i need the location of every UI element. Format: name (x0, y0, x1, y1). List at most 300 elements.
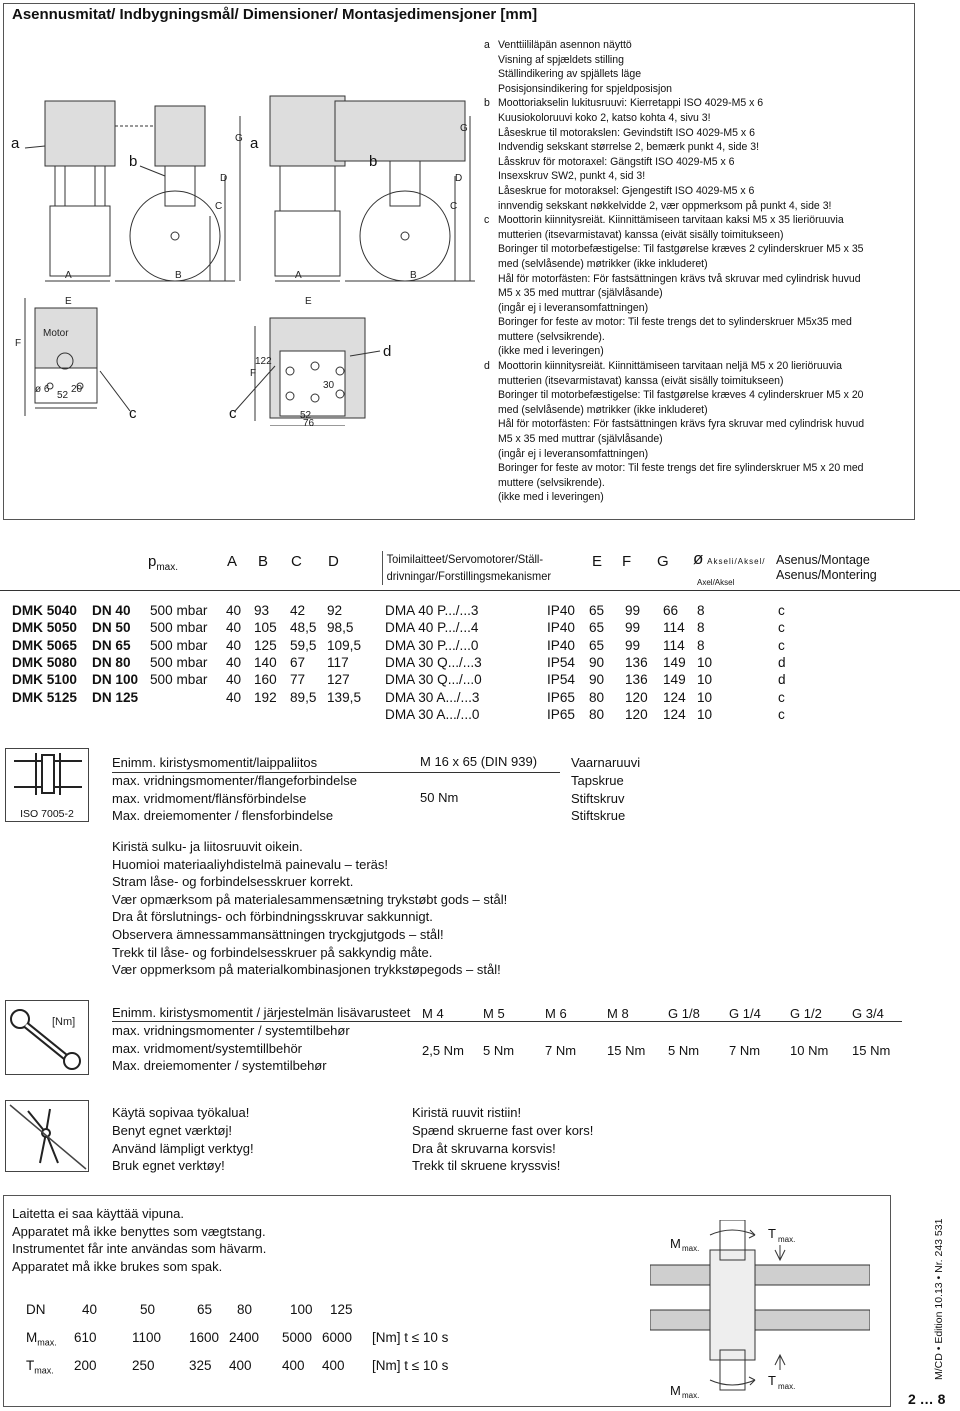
G-cell: 136 (625, 654, 648, 670)
C-cell: 59,5 (290, 637, 317, 653)
flange-name: Tapskrue (571, 772, 624, 788)
H-cell: 124 (663, 706, 686, 722)
dim-F-left: F (15, 338, 22, 349)
D-cell: 117 (327, 654, 349, 670)
thread-torque: 2,5 Nm (422, 1043, 464, 1058)
dimension-drawings (5, 26, 485, 426)
description-text: Låseskrue for motoraksel: Gjengestift ISO 4029-M5 x 6 (498, 184, 755, 197)
header-mounting: Asenus/Montage Asenus/Montering (776, 553, 877, 582)
description-text: (ikke med i leveringen) (498, 491, 604, 504)
H-cell: 114 (663, 620, 685, 636)
description-text: muttere (selvsikrende). (498, 476, 605, 489)
tools-right (412, 1104, 593, 1175)
description-line (498, 242, 881, 257)
header-E: E (592, 553, 603, 570)
model-cell: DMK 5080 (12, 654, 77, 670)
lever-t-value: 400 (229, 1358, 252, 1373)
mount-cell: d (778, 672, 786, 688)
A-cell: 40 (226, 689, 242, 705)
description-line (498, 301, 881, 316)
description-text: Boringer til motorbefæstigelse: Til fastgørelse kræves 4 cylinderskruer M5 x 20 (498, 389, 864, 402)
description-text: M5 x 35 med muttrar (självlåsande) (498, 433, 663, 446)
thread-size: G 1/8 (668, 1006, 700, 1021)
description-line (498, 272, 881, 287)
system-line: max. vridningsmomenter / systemtilbehør (112, 1022, 350, 1038)
header-A: A (227, 553, 238, 570)
model-cell: DMK 5040 (12, 603, 77, 618)
flange-instruction: Trekk til låse- og forbindelsesskruer på sakkyndig måte. (112, 944, 433, 960)
flange-name: Stiftskrue (571, 808, 626, 824)
wrench-icon (6, 1001, 90, 1076)
dim-D-right: D (455, 173, 463, 184)
lever-m-value: 1100 (132, 1330, 162, 1345)
C-cell: 67 (290, 654, 306, 670)
description-text: Ställindikering av spjällets läge (498, 68, 642, 81)
dim-20: 20 (71, 384, 83, 395)
lever-dn-value: 100 (290, 1302, 313, 1317)
callout-b-right: b (369, 153, 378, 170)
lever-m-label: $M_{max.}$ (26, 1330, 57, 1348)
description-line (498, 184, 881, 199)
thread-size: M 5 (483, 1006, 505, 1021)
actuator-cell: DMA 30 Q.../...3 (385, 654, 482, 670)
lever-t-value: 400 (322, 1358, 345, 1373)
actuator-cell: DMA 40 P.../...3 (385, 603, 479, 618)
description-text: (ingår ej i leveransomfattningen) (498, 301, 649, 314)
flange-icon (6, 749, 90, 803)
page-title: Asennusmitat/ Indbygningsmål/ Dimensioner/ Montasjedimensjoner [mm] (12, 6, 538, 23)
lever-lines (12, 1205, 266, 1275)
E-cell: IP65 (547, 706, 575, 722)
lever-figure (650, 1220, 870, 1405)
dim-A-right: A (295, 270, 302, 281)
header-p: $p_{max.}$ (148, 553, 179, 573)
G-cell: 136 (625, 672, 648, 688)
H-cell: 114 (663, 637, 685, 653)
F-cell: 90 (589, 672, 605, 688)
C-cell: 89,5 (290, 689, 317, 705)
flange-names (571, 754, 640, 825)
description-line (498, 155, 881, 170)
A-cell: 40 (226, 603, 242, 618)
description-mark: b (484, 97, 490, 110)
thread-torque: 10 Nm (790, 1043, 829, 1058)
dn-cell: DN 50 (92, 620, 131, 636)
B-cell: 192 (254, 689, 277, 705)
mount-cell: c (778, 689, 785, 705)
description-text: mutterien (itsevarmistavat) kanssa (eivät sisälly toimitukseen) (498, 228, 784, 241)
fig-M-top-sub: max. (682, 1244, 700, 1253)
callout-a-left: a (11, 135, 20, 152)
dim-B-right: B (410, 270, 417, 281)
pmax-cell: 500 mbar (150, 603, 208, 618)
description-line (498, 461, 881, 476)
flange-line: max. vridmoment/flänsförbindelse (112, 790, 307, 806)
H-cell: 124 (663, 689, 686, 705)
E-cell: IP40 (547, 637, 575, 653)
F-cell: 65 (589, 620, 605, 636)
description-text: Venttiililäpän asennon näyttö (498, 39, 632, 51)
fig-M-bottom: M (670, 1383, 681, 1398)
lever-m-value: 6000 (322, 1330, 353, 1345)
tool-left-line: Bruk egnet verktøy! (112, 1158, 225, 1174)
description-text: Boringer for feste av motor: Til feste trengs det to sylinderskruer M5x35 med (498, 316, 852, 329)
pmax-cell: 500 mbar (150, 620, 208, 636)
lever-dn-value: 65 (197, 1302, 213, 1317)
description-text: Låseskrue til motorakslen: Gevindstift ISO 4029-M5 x 6 (498, 126, 755, 139)
lever-line: Apparatet må ikke brukes som spak. (12, 1258, 223, 1274)
pmax-cell: 500 mbar (150, 654, 208, 670)
description-text: Moottorin kiinnitysreiät. Kiinnittämiseen tarvitaan kaksi M5 x 35 lieriöruuvia (498, 214, 844, 227)
dn-cell: DN 40 (92, 603, 131, 618)
actuator-cell: DMA 30 A.../...3 (385, 689, 480, 705)
iso-label: ISO 7005-2 (20, 808, 74, 820)
F-cell: 65 (589, 637, 605, 653)
dim-30: 30 (323, 380, 335, 391)
page-number: 2 … 8 (908, 1391, 946, 1407)
wrench-box (5, 1000, 89, 1075)
pmax-cell: 500 mbar (150, 672, 208, 688)
description-line (498, 169, 881, 184)
dim-76: 76 (303, 418, 315, 426)
lever-t-value: 250 (132, 1358, 155, 1373)
description-text: Låsskruv för motoraxel: Gängstift ISO 4029-M5 x 6 (498, 155, 735, 168)
pliers-icon (6, 1101, 90, 1173)
description-text: innvendig sekskant nøkkelvidde 2, vær oppmerksom på punkt 4, side 3! (498, 199, 832, 212)
thread-torque: 5 Nm (668, 1043, 700, 1058)
description-text: muttere (selvsikrende). (498, 330, 605, 343)
description-line (498, 82, 881, 97)
header-actuators: Toimilaitteet/Servomotorer/Ställ- drivningar/Forstillingsmekanismer (382, 551, 551, 585)
description-line (498, 403, 881, 418)
header-G: G (657, 553, 669, 570)
thread-size: G 1/2 (790, 1006, 822, 1021)
A-cell: 40 (226, 654, 242, 670)
dim-A-left: A (65, 270, 72, 281)
lever-line: Instrumentet får inte användas som hävarm. (12, 1241, 267, 1257)
dim-D-left: D (220, 173, 228, 184)
fig-T-bottom: T (768, 1373, 776, 1388)
lever-t-label: $T_{max.}$ (26, 1358, 54, 1376)
dim-G-right: G (460, 123, 468, 134)
flange-lines (112, 754, 357, 825)
G-cell: 120 (625, 689, 648, 705)
dim-B-left: B (175, 270, 182, 281)
dim-C-right: C (450, 201, 458, 212)
shaft-cell: 10 (697, 689, 713, 705)
lever-dn-value: 80 (237, 1302, 253, 1317)
header-shaft-sub2: Axel/Aksel (697, 578, 735, 587)
model-cell: DMK 5065 (12, 637, 77, 653)
description-mark: a (484, 39, 490, 51)
callout-c-left: c (129, 405, 137, 422)
tools-left (112, 1104, 254, 1175)
system-line: Enimm. kiristysmomentit / järjestelmän lisävarusteet (112, 1005, 411, 1020)
flange-underline (112, 772, 560, 773)
shaft-cell: 8 (697, 620, 705, 636)
actuator-cell: DMA 30 Q.../...0 (385, 672, 482, 688)
description-line (498, 228, 881, 243)
mount-cell: c (778, 637, 785, 653)
C-cell: 48,5 (290, 620, 317, 636)
description-line (498, 490, 881, 505)
thread-size: M 4 (422, 1006, 444, 1021)
edition-text: M/CD • Edition 10.13 • Nr. 243 531 (933, 1218, 945, 1380)
C-cell: 42 (290, 603, 306, 618)
model-cell: DMK 5050 (12, 620, 77, 636)
tool-right-line: Dra åt skruvarna korsvis! (412, 1140, 556, 1156)
lever-m-value: 2400 (229, 1330, 260, 1345)
description-line (498, 140, 881, 155)
header-shaft: ø Akseli/Aksel/ (693, 549, 766, 568)
E-cell: IP65 (547, 689, 575, 705)
description-text: Posisjonsindikering for spjeldposisjon (498, 82, 673, 95)
flange-screw: M 16 x 65 (DIN 939) (420, 754, 538, 769)
G-cell: 99 (625, 637, 641, 653)
F-cell: 80 (589, 706, 605, 722)
G-cell: 120 (625, 706, 648, 722)
thread-torque: 7 Nm (545, 1043, 577, 1058)
shaft-cell: 10 (697, 706, 713, 722)
H-cell: 66 (663, 603, 679, 618)
header-F: F (622, 553, 632, 570)
flange-instruction: Vær opmærksom på materialesammensætning trykstøbt gods – stål! (112, 891, 508, 907)
callout-c-right: c (229, 405, 237, 422)
description-text: (ingår ej i leveransomfattningen) (498, 447, 649, 460)
mount-cell: d (778, 654, 786, 670)
mount-cell: c (778, 620, 785, 636)
H-cell: 149 (663, 672, 686, 688)
thread-torque: 5 Nm (483, 1043, 515, 1058)
flange-instruction: Dra åt förslutnings- och förbindningsskruvar sakkunnigt. (112, 909, 433, 925)
D-cell: 92 (327, 603, 343, 618)
H-cell: 149 (663, 654, 686, 670)
B-cell: 140 (254, 654, 277, 670)
lever-m-value: 610 (74, 1330, 97, 1345)
description-mark: c (484, 214, 490, 227)
dn-cell: DN 80 (92, 654, 131, 670)
dn-cell: DN 65 (92, 637, 131, 653)
dim-E-right: E (305, 296, 312, 307)
flange-line: Enimm. kiristysmomentit/laippaliitos (112, 755, 318, 770)
description-text: Kuusiokoloruuvi koko 2, katso kohta 4, sivu 3! (498, 111, 711, 124)
fig-T-bottom-sub: max. (778, 1382, 796, 1391)
shaft-cell: 8 (697, 603, 705, 618)
flange-torque: 50 Nm (420, 790, 459, 805)
dn-cell: DN 125 (92, 689, 139, 705)
description-text: Boringer til motorbefæstigelse: Til fastgørelse kræves 2 cylinderskruer M5 x 35 (498, 243, 864, 256)
description-text: Insexskruv SW2, punkt 4, sid 3! (498, 170, 646, 183)
description-text: M5 x 35 med muttrar (självlåsande) (498, 287, 663, 300)
callout-a-right: a (250, 135, 259, 152)
lever-m-value: 5000 (282, 1330, 313, 1345)
thread-torque: 15 Nm (607, 1043, 646, 1058)
actuator-cell: DMA 40 P.../...4 (385, 620, 479, 636)
lever-line: Apparatet må ikke benyttes som vægtstang. (12, 1223, 266, 1239)
fig-M-top: M (670, 1236, 681, 1251)
description-line (484, 38, 881, 53)
B-cell: 160 (254, 672, 277, 688)
A-cell: 40 (226, 637, 242, 653)
lever-t-value: 200 (74, 1358, 97, 1373)
description-text: Hål för motorfästen: För fastsättningen krävs fyra skruvar med cylindrisk huvud (498, 418, 865, 431)
G-cell: 99 (625, 620, 641, 636)
nm-label: [Nm] (52, 1016, 76, 1028)
system-rule (112, 1021, 902, 1022)
model-cell: DMK 5125 (12, 689, 77, 705)
lever-t-unit: [Nm] t ≤ 10 s (372, 1358, 449, 1373)
tool-left-line: Käytä sopivaa työkalua! (112, 1105, 250, 1120)
tool-left-line: Benyt egnet værktøj! (112, 1122, 232, 1138)
description-line (498, 344, 881, 359)
dim-dia6: ø 6 (35, 384, 50, 395)
description-line (498, 447, 881, 462)
flange-line: Max. dreiemomenter / flensforbindelse (112, 808, 334, 824)
description-line (498, 417, 881, 432)
dn-cell: DN 100 (92, 672, 139, 688)
E-cell: IP54 (547, 654, 575, 670)
description-mark: d (484, 360, 490, 373)
tool-box (5, 1100, 89, 1172)
lever-t-value: 325 (189, 1358, 212, 1373)
description-line (484, 359, 881, 374)
B-cell: 125 (254, 637, 277, 653)
F-cell: 80 (589, 689, 605, 705)
G-cell: 99 (625, 603, 641, 618)
flange-name: Stiftskruv (571, 790, 625, 806)
lever-line: Laitetta ei saa käyttää vipuna. (12, 1206, 185, 1221)
description-text: Moottorin kiinnitysreiät. Kiinnittämiseen tarvitaan neljä M5 x 20 lieriöruuvia (498, 360, 842, 373)
dimension-table (0, 545, 960, 725)
tool-right-line: Trekk til skruene kryssvis! (412, 1158, 561, 1174)
description-text: Visning af spjældets stilling (498, 53, 624, 66)
tool-right-line: Kiristä ruuvit ristiin! (412, 1105, 522, 1120)
dim-C-left: C (215, 201, 223, 212)
lever-t-value: 400 (282, 1358, 305, 1373)
header-C: C (291, 553, 302, 570)
fig-M-bottom-sub: max. (682, 1391, 700, 1400)
tool-right-line: Spænd skruerne fast over kors! (412, 1122, 594, 1138)
description-text: Moottoriakselin lukitusruuvi: Kierretappi ISO 4029-M5 x 6 (498, 97, 764, 110)
shaft-cell: 8 (697, 637, 705, 653)
system-line: Max. dreiemomenter / systemtilbehør (112, 1058, 327, 1074)
E-cell: IP54 (547, 672, 575, 688)
flange-name: Vaarnaruuvi (571, 755, 641, 770)
description-text: mutterien (itsevarmistavat) kanssa (eivät sisälly toimitukseen) (498, 374, 784, 387)
thread-size: G 1/4 (729, 1006, 761, 1021)
system-lines (112, 1004, 410, 1075)
flange-instruction: Vær oppmerksom på materialkombinasjonen trykkstøpegods – stål! (112, 962, 501, 978)
mount-cell: c (778, 706, 785, 722)
flange-instruction: Huomioi materiaaliyhdistelmä painevalu – teräs! (112, 856, 389, 872)
iso-box (5, 748, 89, 822)
description-line (498, 315, 881, 330)
description-line (498, 476, 881, 491)
description-line (484, 96, 881, 111)
thread-torque: 15 Nm (852, 1043, 891, 1058)
description-line (498, 286, 881, 301)
system-line: max. vridmoment/systemtillbehör (112, 1040, 302, 1056)
description-text: Hål för motorfästen: För fastsättningen krävs två skruvar med cylindrisk huvud (498, 272, 861, 285)
flange-line: max. vridningsmomenter/flangeforbindelse (112, 772, 357, 788)
dim-52-right: 52 (300, 410, 312, 421)
actuator-cell: DMA 30 P.../...0 (385, 637, 479, 653)
callout-d: d (383, 343, 392, 360)
description-line (498, 388, 881, 403)
D-cell: 98,5 (327, 620, 354, 636)
mount-cell: c (778, 603, 785, 618)
dim-G-left: G (235, 133, 243, 144)
dim-52-left: 52 (57, 390, 69, 401)
description-line (498, 53, 881, 68)
thread-size: M 6 (545, 1006, 567, 1021)
description-line (498, 432, 881, 447)
description-line (498, 126, 881, 141)
D-cell: 139,5 (327, 689, 362, 705)
header-D: D (328, 553, 339, 570)
shaft-cell: 10 (697, 672, 713, 688)
B-cell: 105 (254, 620, 277, 636)
F-cell: 65 (589, 603, 605, 618)
pmax-cell: 500 mbar (150, 637, 208, 653)
fig-T-top: T (768, 1226, 776, 1241)
description-line (498, 257, 881, 272)
E-cell: IP40 (547, 603, 575, 618)
description-line (498, 111, 881, 126)
lever-dn-value: 40 (82, 1302, 98, 1317)
thread-torque: 7 Nm (729, 1043, 761, 1058)
description-text: med (selvlåsende) møtrikker (ikke inkluderet) (498, 403, 708, 416)
callout-b-left: b (129, 153, 138, 170)
lever-m-unit: [Nm] t ≤ 10 s (372, 1330, 449, 1345)
model-cell: DMK 5100 (12, 672, 77, 688)
description-text: Indvendig sekskant størrelse 2, bemærk punkt 4, side 3! (498, 141, 760, 154)
A-cell: 40 (226, 672, 242, 688)
dim-E-left: E (65, 296, 72, 307)
D-cell: 109,5 (327, 637, 362, 653)
lever-dn-value: 125 (330, 1302, 353, 1317)
actuator-cell: DMA 30 A.../...0 (385, 706, 480, 722)
lever-dn-label: DN (26, 1302, 46, 1317)
F-cell: 90 (589, 654, 605, 670)
description-line (484, 213, 881, 228)
description-line (498, 199, 881, 214)
description-line (498, 67, 881, 82)
description-list (484, 38, 910, 505)
A-cell: 40 (226, 620, 242, 636)
thread-size: G 3/4 (852, 1006, 884, 1021)
thread-size: M 8 (607, 1006, 629, 1021)
lever-m-value: 1600 (189, 1330, 220, 1345)
flange-instruction: Kiristä sulku- ja liitosruuvit oikein. (112, 839, 303, 854)
flange-instruction: Observera ämnessammansättningen tryckgjutgods – stål! (112, 926, 444, 942)
description-text: (ikke med i leveringen) (498, 345, 604, 358)
description-text: Boringer for feste av motor: Til feste trengs det fire sylinderskruer M5 x 20 med (498, 462, 864, 475)
header-rule (0, 590, 960, 591)
shaft-cell: 10 (697, 654, 713, 670)
E-cell: IP40 (547, 620, 575, 636)
fig-T-top-sub: max. (778, 1235, 796, 1244)
description-text: med (selvlåsende) møtrikker (ikke inkluderet) (498, 257, 708, 270)
B-cell: 93 (254, 603, 270, 618)
flange-instructions (112, 838, 507, 979)
D-cell: 127 (327, 672, 350, 688)
description-line (498, 374, 881, 389)
dim-122: 122 (255, 356, 272, 367)
header-B: B (258, 553, 269, 570)
lever-dn-value: 50 (140, 1302, 156, 1317)
motor-label: Motor (43, 328, 69, 339)
